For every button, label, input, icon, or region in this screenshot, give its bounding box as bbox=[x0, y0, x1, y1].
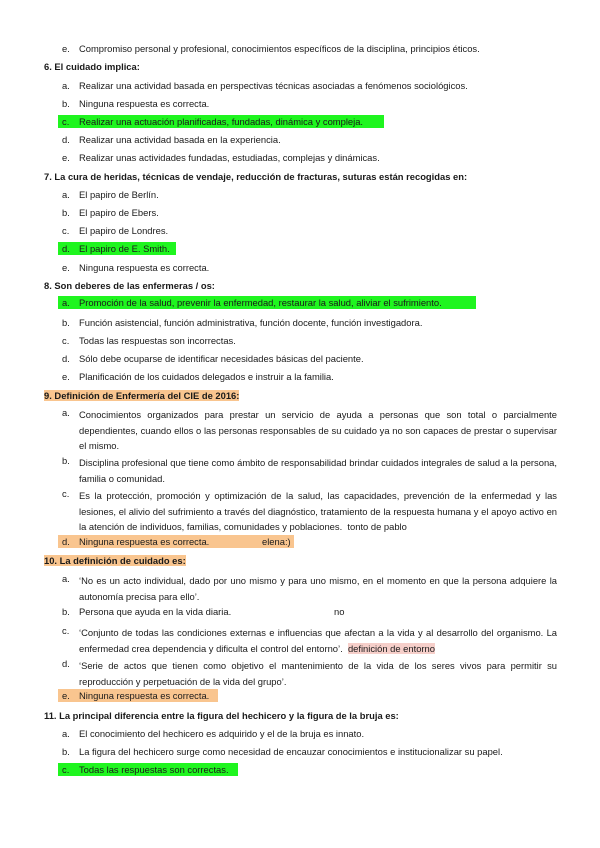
question-10-title bbox=[44, 555, 186, 566]
option-text: Ninguna respuesta es correcta. bbox=[79, 536, 210, 547]
q10-option-d bbox=[62, 658, 558, 690]
option-text: Ninguna respuesta es correcta. bbox=[79, 98, 210, 109]
option-text: Ninguna respuesta es correcta. bbox=[79, 262, 210, 273]
option-text: El papiro de E. Smith. bbox=[79, 243, 170, 254]
question-title-highlight: 9. Definición de Enfermería del CIE de 2016: bbox=[44, 390, 240, 401]
question-7-title: 7. La cura de heridas, técnicas de vendaje, reducción de fracturas, suturas están recogidas en: bbox=[44, 171, 468, 182]
option-text: Ninguna respuesta es correcta. bbox=[79, 690, 210, 701]
q9-option-b bbox=[62, 455, 558, 487]
option-text: Sólo debe ocuparse de identificar necesidades básicas del paciente. bbox=[79, 353, 364, 364]
option-letter: a. bbox=[62, 189, 70, 200]
option-letter: b. bbox=[62, 746, 70, 757]
handwritten-note: tonto de pablo bbox=[347, 521, 407, 532]
option-letter: d. bbox=[62, 658, 70, 669]
option-text: Realizar una actuación planificadas, fundadas, dinámica y compleja. bbox=[79, 116, 364, 127]
option-text: Realizar unas actividades fundadas, estudiadas, complejas y dinámicas. bbox=[79, 152, 380, 163]
note-highlight: definición de entorno bbox=[347, 642, 435, 654]
option-letter: a. bbox=[62, 407, 70, 418]
option-letter: e. bbox=[62, 43, 70, 54]
option-text: El papiro de Ebers. bbox=[79, 207, 159, 218]
option-letter: e. bbox=[62, 152, 70, 163]
question-11-title: 11. La principal diferencia entre la figura del hechicero y la figura de la bruja es: bbox=[44, 710, 399, 721]
option-letter: c. bbox=[62, 625, 70, 636]
q10-option-a bbox=[62, 573, 558, 605]
option-letter: b. bbox=[62, 207, 70, 218]
option-letter: c. bbox=[62, 764, 70, 775]
option-text-body: ‘Conjunto de todas las condiciones externas e influencias que afectan a la vida y al desarrollo del organismo. La enfermedad crea dependencia y dificulta el control del entorno’. bbox=[79, 627, 557, 654]
option-letter: a. bbox=[62, 728, 70, 739]
option-letter: c. bbox=[62, 116, 70, 127]
option-letter: d. bbox=[62, 243, 70, 254]
option-letter: b. bbox=[62, 455, 70, 466]
option-text: Compromiso personal y profesional, conocimientos específicos de la disciplina, principios éticos. bbox=[79, 43, 480, 54]
option-text: ‘No es un acto individual, dado por uno mismo y para uno mismo, en el momento en que la persona adquiere la autonomía precisa para ello’. bbox=[79, 575, 557, 602]
q9-option-a bbox=[62, 407, 558, 455]
option-letter: e. bbox=[62, 690, 70, 701]
option-letter: e. bbox=[62, 262, 70, 273]
option-text-body: Es la protección, promoción y optimización de la salud, las capacidades, prevención de la enfermedad y las lesiones, el alivio del sufrimiento a través del diagnóstico, tratamiento de la respuesta humana y el apoyo activo en la atención de individuos, familias, comunidades y poblaciones. bbox=[79, 490, 557, 532]
q9-option-c bbox=[62, 488, 558, 536]
option-text: Disciplina profesional que tiene como ámbito de responsabilidad brindar cuidados integrales de salud a la persona, familia o comunidad. bbox=[79, 457, 557, 484]
option-text: El papiro de Berlín. bbox=[79, 189, 159, 200]
option-text: Conocimientos organizados para prestar un servicio de ayuda a personas que son total o parcialmente dependientes, cuando ellos o las personas responsables de su cuidado ya no son capaces de prestar o supervisar el mismo. bbox=[79, 409, 557, 451]
option-letter: c. bbox=[62, 225, 70, 236]
option-text: Todas las respuestas son correctas. bbox=[79, 764, 229, 775]
option-letter: d. bbox=[62, 134, 70, 145]
option-letter: b. bbox=[62, 606, 70, 617]
question-6-title: 6. El cuidado implica: bbox=[44, 61, 140, 72]
question-8-title: 8. Son deberes de las enfermeras / os: bbox=[44, 280, 215, 291]
option-text bbox=[79, 625, 557, 656]
option-text: La figura del hechicero surge como necesidad de encauzar conocimientos e institucionalizar su papel. bbox=[79, 746, 503, 757]
option-text: Planificación de los cuidados delegados e instruir a la familia. bbox=[79, 371, 334, 382]
option-text: Todas las respuestas son incorrectas. bbox=[79, 335, 236, 346]
option-text: El papiro de Londres. bbox=[79, 225, 169, 236]
option-text: Función asistencial, función administrativa, función docente, función investigadora. bbox=[79, 317, 423, 328]
option-text: El conocimiento del hechicero es adquirido y el de la bruja es innato. bbox=[79, 728, 365, 739]
question-title-highlight: 10. La definición de cuidado es: bbox=[44, 555, 186, 566]
option-text: Persona que ayuda en la vida diaria. bbox=[79, 606, 232, 617]
option-letter: c. bbox=[62, 488, 70, 499]
option-letter: d. bbox=[62, 353, 70, 364]
option-letter: e. bbox=[62, 371, 70, 382]
option-text bbox=[79, 488, 557, 535]
option-letter: a. bbox=[62, 80, 70, 91]
option-letter: b. bbox=[62, 317, 70, 328]
option-text: ‘Serie de actos que tienen como objetivo el mantenimiento de la vida de los seres vivos para permitir su reproducción y perpetuación de la vida del grupo’. bbox=[79, 660, 557, 687]
option-text: Realizar una actividad basada en la experiencia. bbox=[79, 134, 281, 145]
option-letter: d. bbox=[62, 536, 70, 547]
option-letter: b. bbox=[62, 98, 70, 109]
option-letter: a. bbox=[62, 573, 70, 584]
note: elena:) bbox=[262, 536, 291, 547]
note: no bbox=[334, 606, 345, 617]
q10-option-c bbox=[62, 625, 558, 657]
option-text: Promoción de la salud, prevenir la enfermedad, restaurar la salud, aliviar el sufrimiento. bbox=[79, 297, 442, 308]
option-letter: c. bbox=[62, 335, 70, 346]
option-text: Realizar una actividad basada en perspectivas técnicas asociadas a fenómenos sociológicos. bbox=[79, 80, 468, 91]
question-9-title bbox=[44, 390, 239, 401]
option-letter: a. bbox=[62, 297, 70, 308]
